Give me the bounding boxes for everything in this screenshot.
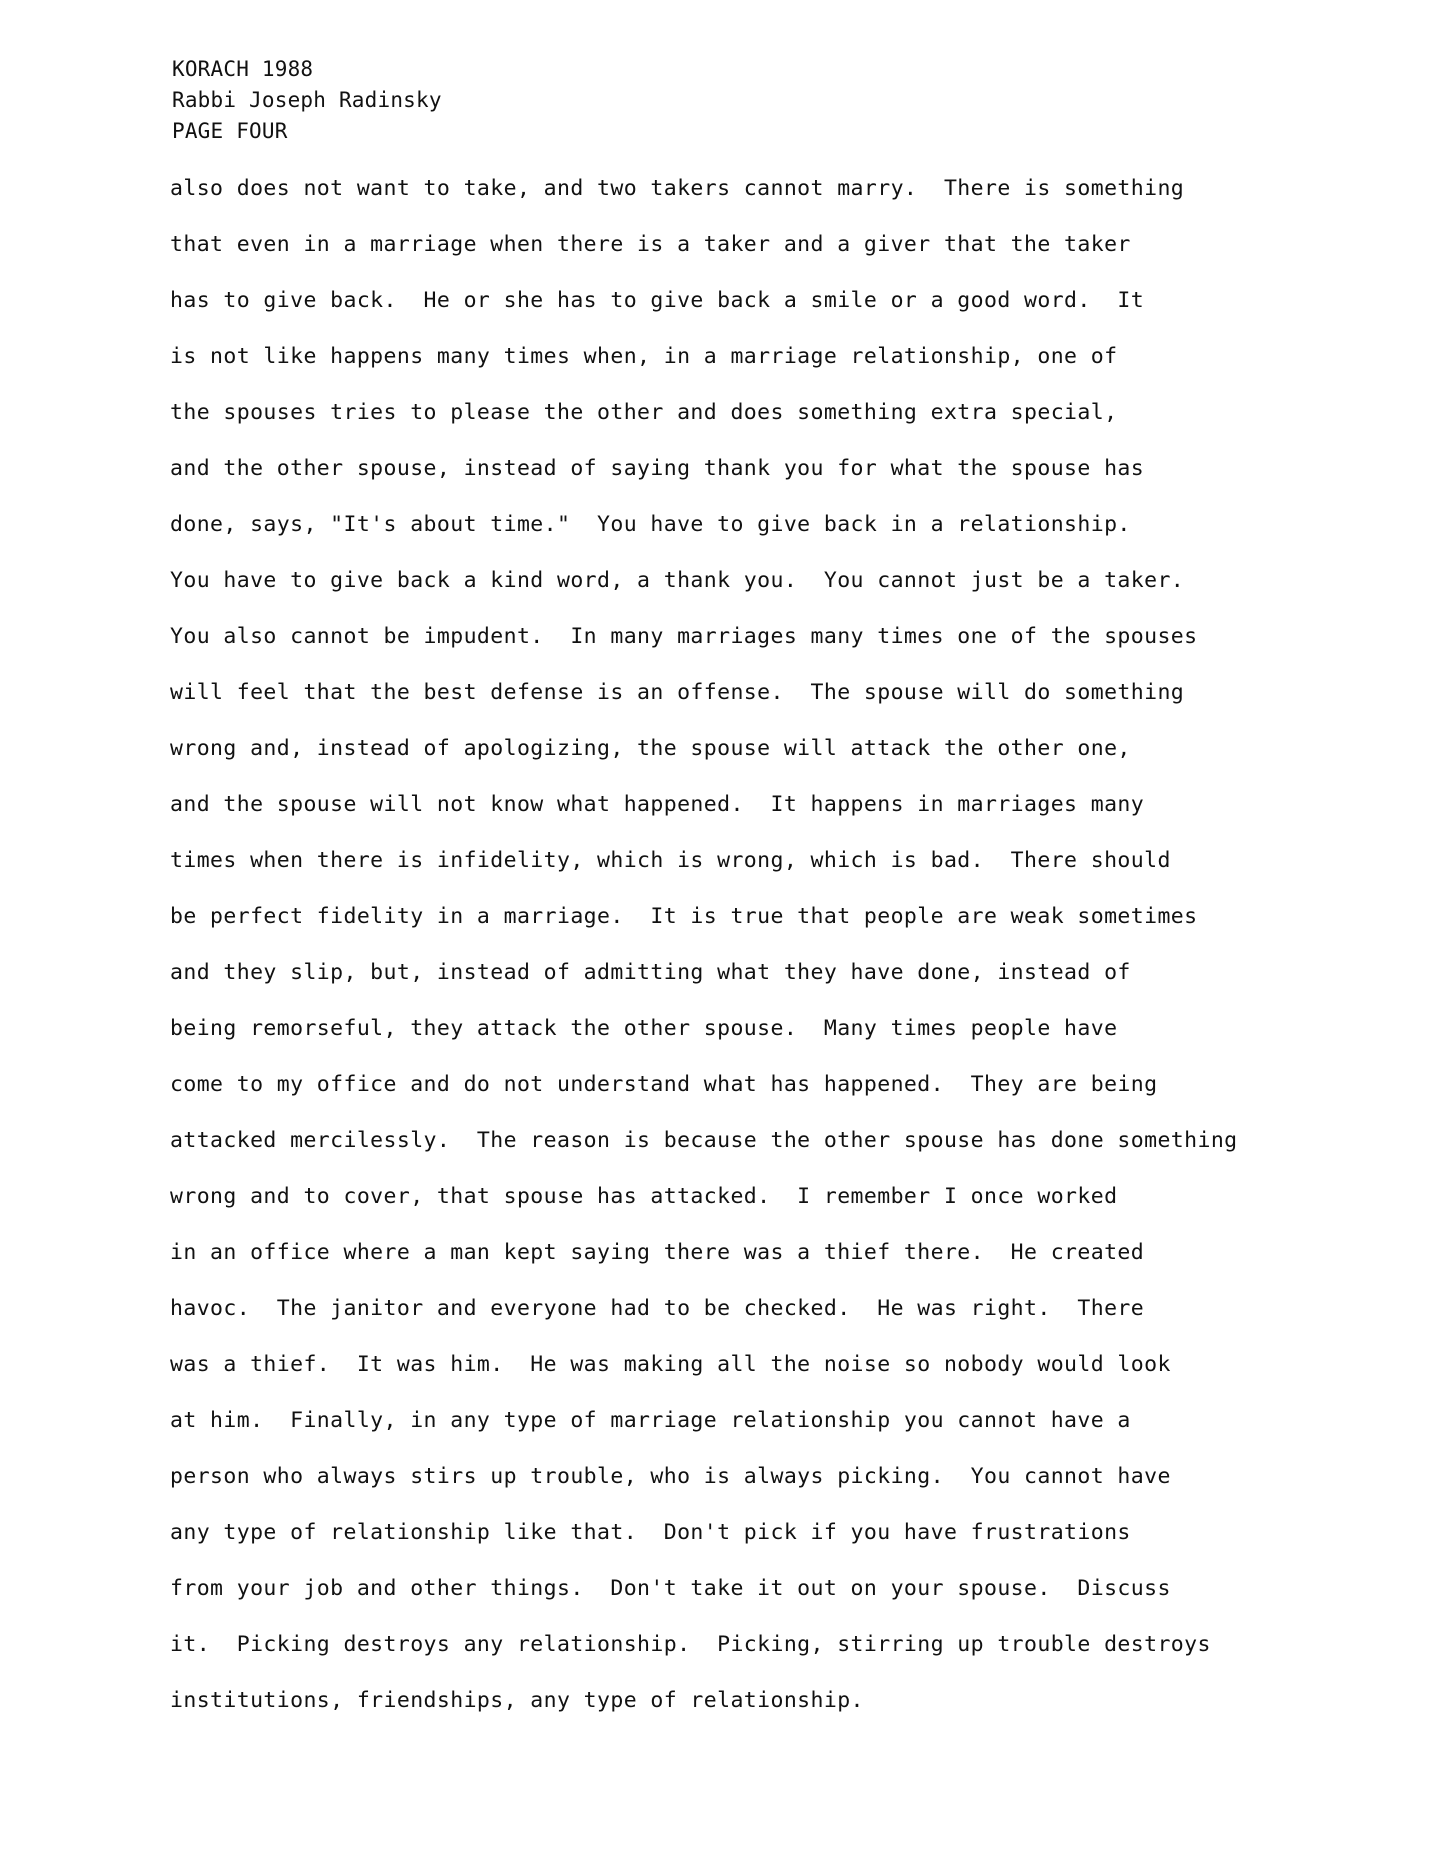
body-line: come to my office and do not understand what has happened. They are being: [170, 1072, 1158, 1097]
body-line: wrong and to cover, that spouse has attacked. I remember I once worked: [170, 1184, 1118, 1209]
body-line: institutions, friendships, any type of relationship.: [170, 1688, 864, 1713]
body-line: done, says, "It's about time." You have to give back in a relationship.: [170, 512, 1131, 537]
body-line: havoc. The janitor and everyone had to be checked. He was right. There: [170, 1296, 1145, 1321]
body-line: that even in a marriage when there is a taker and a giver that the taker: [170, 232, 1131, 257]
body-line: You also cannot be impudent. In many marriages many times one of the spouses: [170, 624, 1198, 649]
body-line: also does not want to take, and two takers cannot marry. There is something: [170, 176, 1185, 201]
body-line: person who always stirs up trouble, who is always picking. You cannot have: [170, 1464, 1171, 1489]
header-author: Rabbi Joseph Radinsky: [172, 88, 442, 112]
body-line: and they slip, but, instead of admitting what they have done, instead of: [170, 960, 1131, 985]
body-line: and the other spouse, instead of saying thank you for what the spouse has: [170, 456, 1145, 481]
body-line: in an office where a man kept saying there was a thief there. He created: [170, 1240, 1145, 1265]
header-page-label: PAGE FOUR: [172, 119, 288, 143]
body-line: be perfect fidelity in a marriage. It is true that people are weak sometimes: [170, 904, 1198, 929]
body-line: has to give back. He or she has to give back a smile or a good word. It: [170, 288, 1145, 313]
body-line: will feel that the best defense is an offense. The spouse will do something: [170, 680, 1185, 705]
body-line: was a thief. It was him. He was making all the noise so nobody would look: [170, 1352, 1171, 1377]
document-header: [172, 54, 442, 147]
body-line: attacked mercilessly. The reason is because the other spouse has done something: [170, 1128, 1238, 1153]
header-title: KORACH 1988: [172, 57, 314, 81]
body-line: is not like happens many times when, in a marriage relationship, one of: [170, 344, 1118, 369]
body-line: and the spouse will not know what happened. It happens in marriages many: [170, 792, 1145, 817]
body-line: it. Picking destroys any relationship. Picking, stirring up trouble destroys: [170, 1632, 1211, 1657]
body-line: times when there is infidelity, which is wrong, which is bad. There should: [170, 848, 1171, 873]
document-body: [170, 172, 1370, 1740]
body-line: You have to give back a kind word, a thank you. You cannot just be a taker.: [170, 568, 1185, 593]
body-line: being remorseful, they attack the other spouse. Many times people have: [170, 1016, 1118, 1041]
body-line: the spouses tries to please the other and does something extra special,: [170, 400, 1118, 425]
body-line: at him. Finally, in any type of marriage relationship you cannot have a: [170, 1408, 1131, 1433]
body-line: any type of relationship like that. Don't pick if you have frustrations: [170, 1520, 1131, 1545]
body-line: wrong and, instead of apologizing, the spouse will attack the other one,: [170, 736, 1131, 761]
body-line: from your job and other things. Don't take it out on your spouse. Discuss: [170, 1576, 1171, 1601]
